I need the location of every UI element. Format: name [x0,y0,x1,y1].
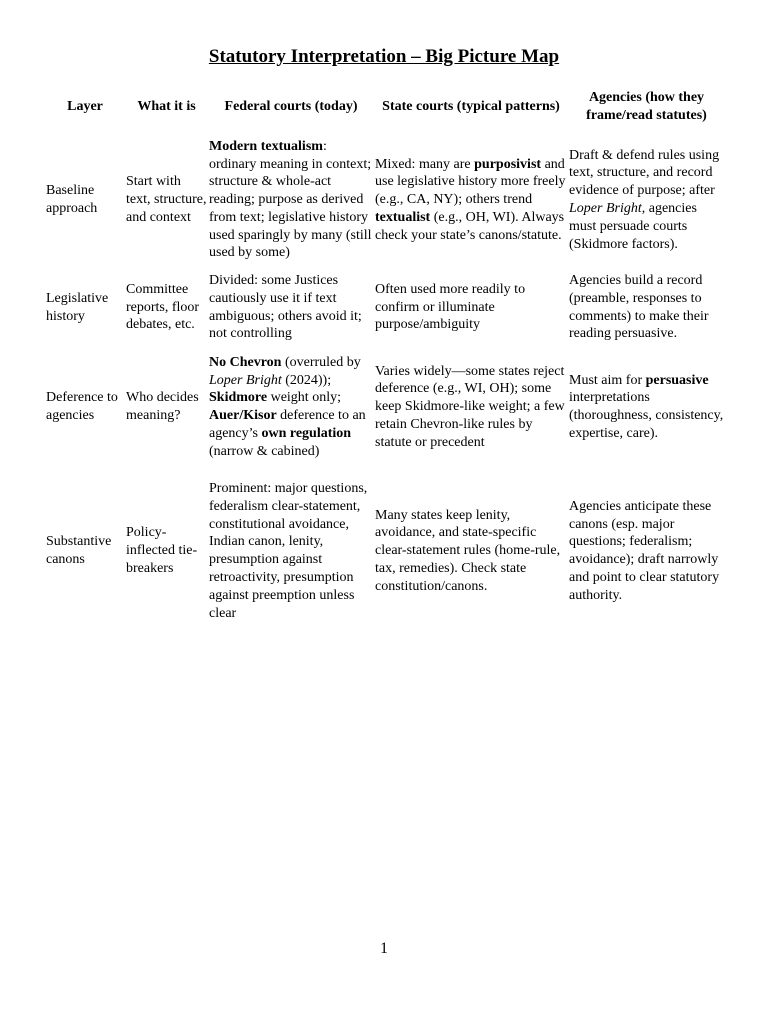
text-run: Often used more readily to confirm or illuminate purpose/ambiguity [375,281,526,333]
text-run: Many states keep lenity, avoidance, and state-specific clear-statement rules (home-rule, tax, remedies). Check state constitution/canons. [375,507,561,594]
bold-text-run: own regulation [261,425,352,441]
text-run: Divided: some Justices cautiously use it if text ambiguous; others avoid it; not controlling [209,273,362,342]
page-number: 1 [380,940,388,957]
table-row [45,343,725,471]
cell-layer: Substantive canons [46,534,112,568]
text-run: weight only; [267,390,341,406]
text-run: interpretations (thoroughness, consistency, expertise, care). [569,390,724,441]
text-run: : ordinary meaning in context; structure & whole-act reading; purpose as derived from text; legislative history used sparingly by many (still used by some) [209,138,372,261]
header-layer: Layer [67,99,103,115]
bold-text-run: purposivist [474,156,542,172]
bold-text-run: persuasive [645,372,709,388]
text-run: deference to an agency’s [209,408,366,441]
page-title: Statutory Interpretation – Big Picture Map [208,46,560,67]
cell-layer: Baseline approach [46,183,98,216]
italic-text-run: Loper Bright [209,372,282,388]
cell-federal [208,128,374,272]
text-run: Agencies build a record (preamble, responses to comments) to make their reading persuasive. [569,273,709,342]
text-run: and use legislative history more freely (e.g., CA, NY); others trend [375,156,566,208]
text-run: Draft & defend rules using text, structure, and record evidence of purpose; after [569,147,720,199]
italic-text-run: Loper Bright [569,201,642,216]
text-run: Agencies anticipate these canons (esp. major questions; federalism; avoidance); draft narrowly and point to clear statutory authority. [569,498,720,603]
text-run: Must aim for [569,372,646,388]
cell-what-it-is: Who decides meaning? [126,390,199,424]
text-run: (overruled by [281,354,361,370]
bold-text-run: Modern textualism [209,138,323,154]
text-run: , agencies must persuade courts (Skidmore factors). [569,201,697,252]
bold-text-run: No Chevron [209,354,282,370]
cell-layer: Legislative history [46,290,109,324]
cell-agencies [568,343,725,471]
cell-what-it-is: Policy-inflected tie-breakers [126,525,198,577]
text-run: (e.g., OH, WI). Always check your state’s canons/statute. [375,209,565,243]
header-agencies: Agencies (how they frame/read statutes) [586,90,707,123]
cell-agencies [568,471,725,631]
bold-text-run: Skidmore [209,390,268,406]
table-header-row [45,84,725,128]
bold-text-run: textualist [375,209,431,225]
table-row [45,128,725,272]
table-row [45,272,725,343]
bold-text-run: Auer/Kisor [209,408,277,424]
table-row [45,471,725,631]
cell-federal [208,343,374,471]
cell-what-it-is: Start with text, structure, and context [126,174,207,225]
text-run: (narrow & cabined) [209,443,320,459]
header-state-courts: State courts (typical patterns) [382,99,560,115]
interpretation-table [45,84,725,631]
cell-state [374,343,568,471]
cell-agencies [568,272,725,343]
text-run: Varies widely—some states reject deference (e.g., WI, OH); some keep Skidmore-like weight; a few retain Chevron-like rules by statute or precedent [375,363,565,450]
text-run: (2024)); [281,372,332,388]
cell-layer: Deference to agencies [46,390,118,424]
text-run: Prominent: major questions, federalism clear-statement, constitutional avoidance, Indian canon, lenity, presumption against retroactivity, presumption against preemption unless clear [209,481,368,621]
cell-federal [208,272,374,343]
cell-state [374,471,568,631]
cell-state [374,128,568,272]
cell-what-it-is: Committee reports, floor debates, etc. [126,281,200,333]
text-run: Mixed: many are [375,156,475,172]
header-federal-courts: Federal courts (today) [224,99,358,115]
cell-federal [208,471,374,631]
header-what-it-is: What it is [137,99,196,115]
cell-agencies [568,128,725,272]
cell-state [374,272,568,343]
